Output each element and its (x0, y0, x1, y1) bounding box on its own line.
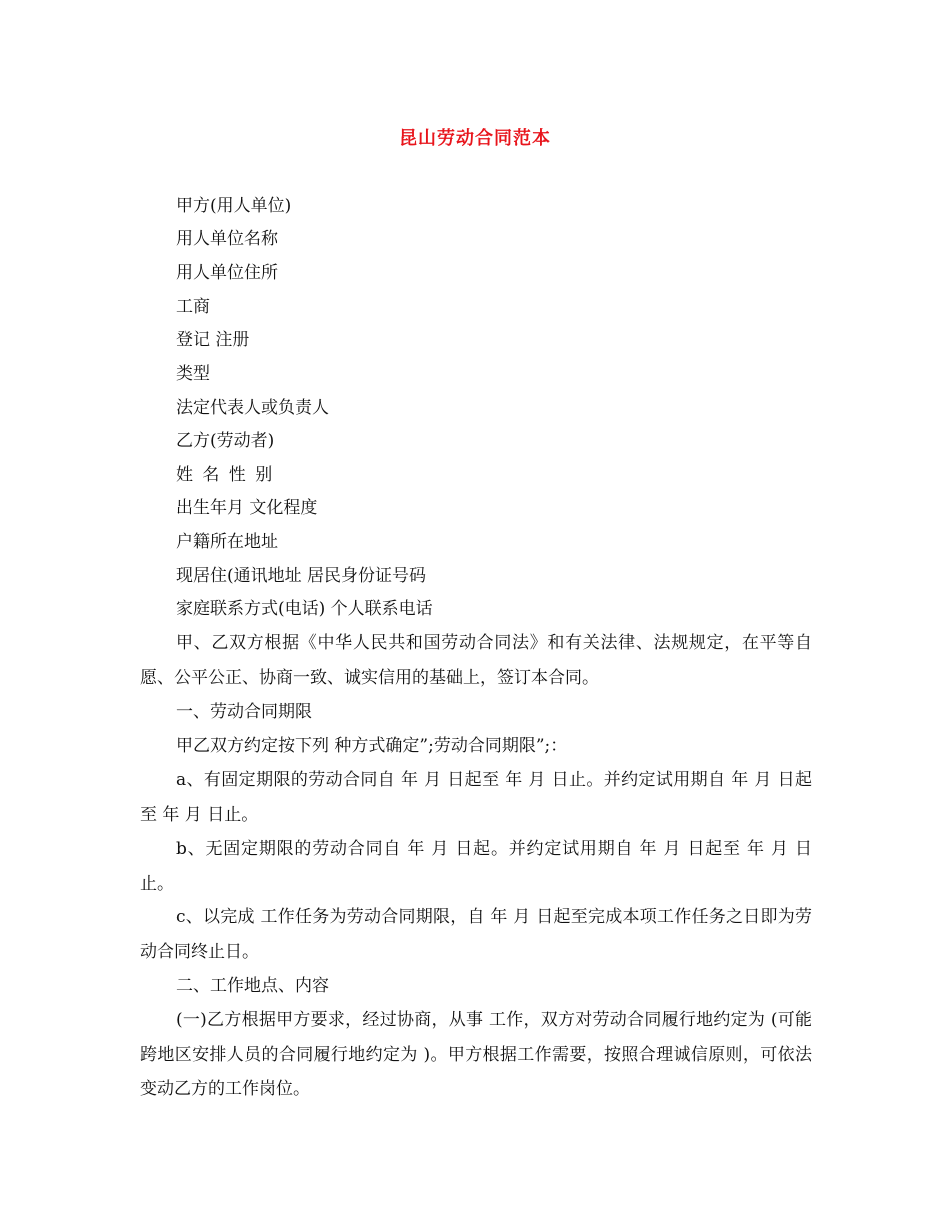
section-1-heading: 一、劳动合同期限 (176, 702, 312, 722)
clause-c-paragraph: c、以完成 工作任务为劳动合同期限，自 年 月 日起至完成本项工作任务之日即为劳动合同终止日。 (140, 907, 812, 962)
business-field: 工商 (176, 297, 210, 317)
name-gender-field: 姓 名 性 别 (176, 465, 273, 485)
work-location-paragraph: (一)乙方根据甲方要求，经过协商，从事 工作，双方对劳动合同履行地约定为 (可能跨地区安排人员的合同履行地约定为 )。甲方根据工作需要，按照合理诚信原则，可依法变动乙方的工作岗位。 (140, 1010, 812, 1099)
employer-address-field: 用人单位住所 (176, 263, 278, 283)
household-address-field: 户籍所在地址 (176, 532, 278, 552)
clause-a-paragraph: a、有固定期限的劳动合同自 年 月 日起至 年 月 日止。并约定试用期自 年 月 日起至 年 月 日止。 (140, 770, 812, 825)
birth-education-field: 出生年月 文化程度 (176, 498, 318, 518)
legal-representative-field: 法定代表人或负责人 (176, 398, 329, 418)
clause-b-paragraph: b、无固定期限的劳动合同自 年 月 日起。并约定试用期自 年 月 日起至 年 月 日止。 (140, 839, 812, 894)
employer-name-field: 用人单位名称 (176, 229, 278, 249)
party-b-heading: 乙方(劳动者) (176, 431, 275, 451)
registration-field: 登记 注册 (176, 330, 250, 350)
section-2-heading: 二、工作地点、内容 (176, 976, 329, 996)
document-title: 昆山劳动合同范本 (399, 128, 551, 149)
residence-id-field: 现居住(通讯地址 居民身份证号码 (176, 566, 427, 586)
preamble-paragraph: 甲、乙双方根据《中华人民共和国劳动合同法》和有关法律、法规规定，在平等自愿、公平公正、协商一致、诚实信用的基础上，签订本合同。 (140, 633, 812, 688)
contact-phone-field: 家庭联系方式(电话) 个人联系电话 (176, 599, 433, 619)
type-field: 类型 (176, 364, 210, 384)
party-a-heading: 甲方(用人单位) (176, 196, 292, 216)
term-method-paragraph: 甲乙双方约定按下列 种方式确定”;劳动合同期限”;： (176, 736, 568, 756)
